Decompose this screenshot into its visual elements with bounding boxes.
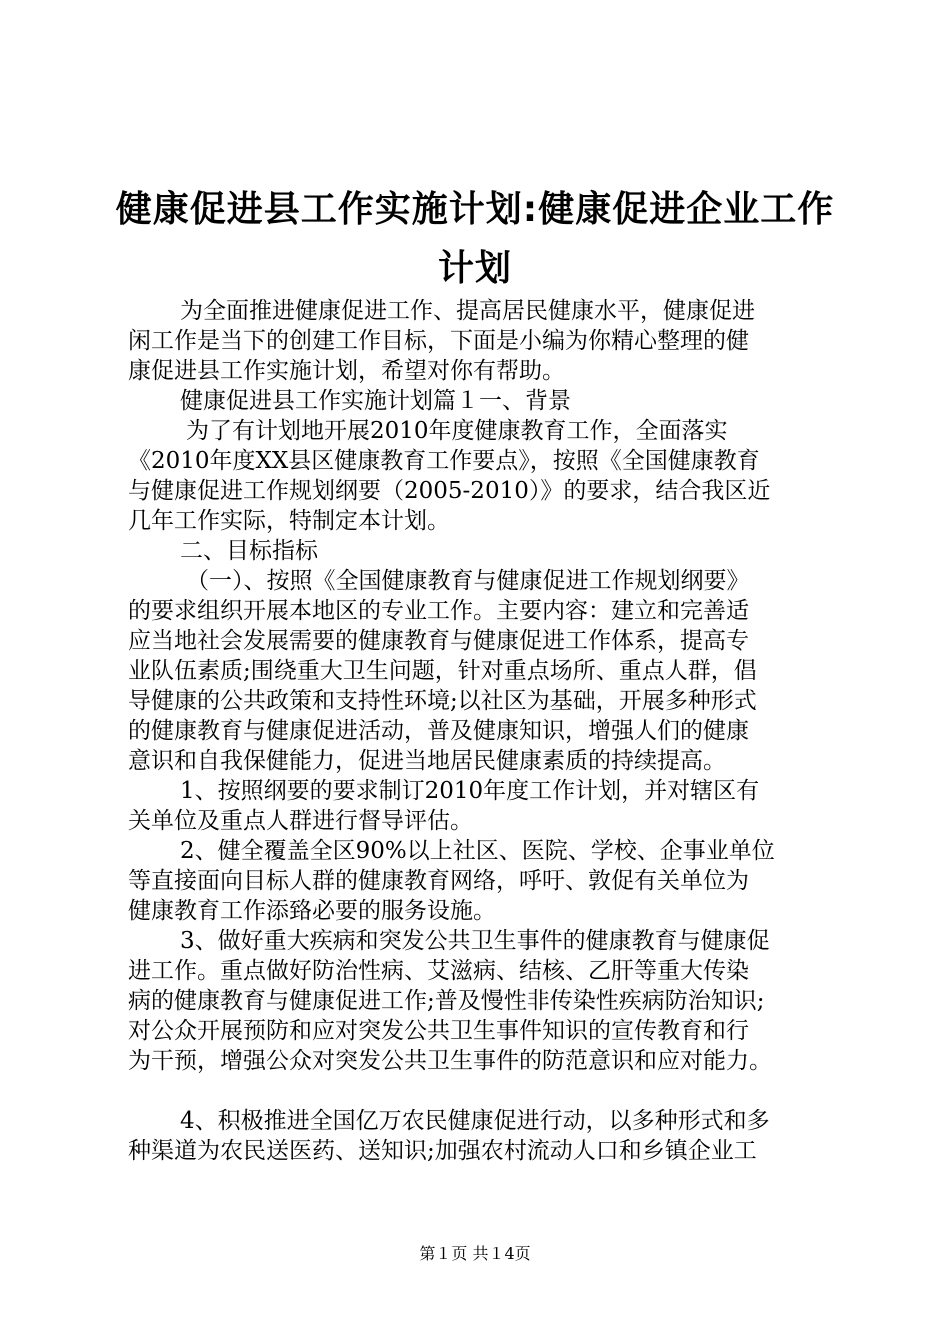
paragraph-line: 关单位及重点人群进行督导评估。 bbox=[128, 808, 473, 834]
paragraph-line: 对公众开展预防和应对突发公共卫生事件知识的宣传教育和行 bbox=[128, 1018, 749, 1044]
paragraph-line: 意识和自我保健能力，促进当地居民健康素质的持续提高。 bbox=[128, 748, 726, 774]
paragraph-line: 为了有计划地开展2010年度健康教育工作，全面落实 bbox=[186, 418, 728, 444]
paragraph-line: 4、积极推进全国亿万农民健康促进行动，以多种形式和多 bbox=[180, 1108, 770, 1134]
paragraph-line: 病的健康教育与健康促进工作;普及慢性非传染性疾病防治知识; bbox=[128, 988, 765, 1014]
paragraph-line: 应当地社会发展需要的健康教育与健康促进工作体系，提高专 bbox=[128, 628, 749, 654]
document-title-line-1: 健康促进县工作实施计划:健康促进企业工作 bbox=[115, 189, 835, 230]
paragraph-line: 为干预，增强公众对突发公共卫生事件的防范意识和应对能力。 bbox=[128, 1048, 772, 1074]
paragraph-line: 与健康促进工作规划纲要（2005-2010）》的要求，结合我区近 bbox=[128, 478, 771, 504]
paragraph-line: 种渠道为农民送医药、送知识;加强农村流动人口和乡镇企业工 bbox=[128, 1138, 757, 1164]
paragraph-line: 《2010年度XX县区健康教育工作要点》，按照《全国健康教育 bbox=[128, 448, 760, 474]
paragraph-line: 康促进县工作实施计划，希望对你有帮助。 bbox=[128, 358, 565, 384]
paragraph-line: 几年工作实际，特制定本计划。 bbox=[128, 508, 450, 534]
paragraph-line: 的健康教育与健康促进活动，普及健康知识，增强人们的健康 bbox=[128, 718, 749, 744]
section-heading: 健康促进县工作实施计划篇１一、背景 bbox=[180, 388, 571, 414]
paragraph-line: 3、做好重大疾病和突发公共卫生事件的健康教育与健康促 bbox=[180, 928, 770, 954]
paragraph-line: 业队伍素质;围绕重大卫生问题，针对重点场所、重点人群，倡 bbox=[128, 658, 757, 684]
page-number-footer: 第１页 共１4页 bbox=[419, 1244, 531, 1263]
section-heading: 二、目标指标 bbox=[180, 538, 318, 564]
paragraph-line: 导健康的公共政策和支持性环境;以社区为基础，开展多种形式 bbox=[128, 688, 757, 714]
paragraph-line: 为全面推进健康促进工作、提高居民健康水平，健康促进 bbox=[180, 298, 755, 324]
paragraph-line: 健康教育工作添臵必要的服务设施。 bbox=[128, 898, 496, 924]
paragraph-line: （一）、按照《全国健康教育与健康促进工作规划纲要》 bbox=[186, 568, 750, 594]
paragraph-line: 1、按照纲要的要求制订2010年度工作计划，并对辖区有 bbox=[180, 778, 760, 804]
paragraph-line: 的要求组织开展本地区的专业工作。主要内容：建立和完善适 bbox=[128, 598, 749, 624]
paragraph-line: 等直接面向目标人群的健康教育网络，呼吁、敦促有关单位为 bbox=[128, 868, 749, 894]
blank-line bbox=[128, 1076, 840, 1106]
paragraph-line: 2、健全覆盖全区90%以上社区、医院、学校、企事业单位 bbox=[180, 838, 775, 864]
paragraph-line: 闲工作是当下的创建工作目标，下面是小编为你精心整理的健 bbox=[128, 328, 749, 354]
document-title-line-2: 计划 bbox=[437, 248, 512, 289]
paragraph-line: 进工作。重点做好防治性病、艾滋病、结核、乙肝等重大传染 bbox=[128, 958, 749, 984]
document-body bbox=[128, 296, 840, 1166]
